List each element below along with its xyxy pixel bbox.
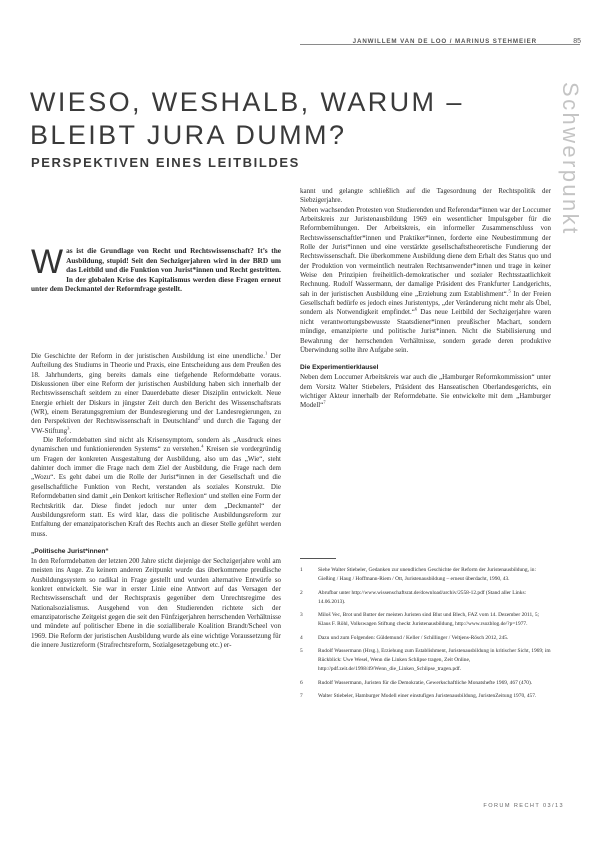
lead-paragraph <box>31 243 281 294</box>
body-paragraph: In den Reformdebatten der letzten 200 Jahre sticht diejenige der Sechzigerjahre wohl am meisten ins Auge. Zu keinem anderen Zeitpunkt wurde das überkommene preußische Ausbildungssystem so radikal in Frage gestellt und wurden alternative Entwürfe so konkret entwickelt. Sie war in erster Linie eine Antwort auf das Versagen der Rechtswissenschaft und der Rechtspraxis gegenüber dem Unrechtsregime des Nationalsozialismus. Ausgehend von den Studierenden richtete sich der emanzipatorische Zeitgeist gegen die seit den Fünfzigerjahren herrschenden Verhältnisse und mündete auf politischer Ebene in die sozialliberale Koalition Brandt/Scheel von 1969. Die Reform der juristischen Ausbildung wurde als eine wichtige Voraussetzung für die innere Justizreform (Strafrechtsreform, Sozialgesetzgebung etc.) er- <box>31 556 281 649</box>
footnote-ref: 6 <box>414 307 418 313</box>
drop-cap: W <box>31 243 64 281</box>
footnote-ref: 4 <box>201 444 204 450</box>
right-column <box>300 187 551 411</box>
footnote: 2 Abrufbar unter http://www.wissenschaftsrat.de/download/archiv/2558-12.pdf (Stand aller Links: 14.06.2013). <box>300 589 527 605</box>
footnote: 6 Rudolf Wassermann, Juristen für die Demokratie, Gewerkschaftliche Monatshefte 1969, 467 (470). <box>300 679 533 686</box>
body-paragraph: kannt und gelangte schließlich auf die Tagesordnung der Rechtspolitik der Siebzigerjahre. <box>300 187 551 205</box>
footnote-ref: 1 <box>264 350 268 356</box>
page-number: 85 <box>573 38 581 45</box>
footnotes <box>300 566 551 706</box>
footnote-rule <box>300 558 336 559</box>
body-paragraph: Die Reformdebatten sind nicht als Krisensymptom, sondern als „Ausdruck eines dynamischen und funktionierenden Systems“ zu verstehen.$^4$ Kreisen sie vordergründig um Fragen der konkreten Ausgestaltung der Ausbildung, also um das „Wie“, steht dahinter doch immer die Frage nach dem Ziel der Ausbildung, die Frage nach dem „Wozu“. Es geht dabei um die Rolle der Jurist*innen in der Gesellschaft und die gesellschaftliche Funktion von Recht, verstanden als soziales Konstrukt. Die Reformdebatten sind damit „ein Denkort kritischer Reflexion“ und stellen eine Form der Rechtskritik dar. Diese findet jedoch nur unter dem „Deckmantel“ der Ausbildungsreform statt. Es wird klar, dass die politische Ausbildungsreform zur Entfaltung der emanzipatorischen Kraft des Rechts auch an dieser Stelle geführt werden muss. <box>31 436 282 538</box>
running-header-authors: JANWILLEM VAN DE LOO / MARINUS STEHMEIER <box>352 38 537 45</box>
body-paragraph: Neben wachsenden Protesten von Studierenden und Referendar*innen war der Loccumer Arbeitskreis zur Juristenausbildung 1969 ein wesentlicher Impulsgeber für die Reformbemühungen. Der Arbeitskreis, ein informeller Zusammenschluss von Rechtswissenschaftler*innen und Praktiker*innen, forderte eine Neubestimmung der Rolle der Jurist*innen und eine verstärkte gesellschaftstheoretische Fundierung der Rechtswissenschaft. Die überkommene Ausbildung diene dem Erhalt des Status quo und der Produktion von vermeintlich neutralen Rechtsanwender*innen und trage in keiner Weise den Prinzipien freiheitlich-demokratischer und sozialer Rechtsstaatlichkeit Rechnung. Rudolf Wassermann, der damalige Präsident des Frankfurter Landgerichts, sah in der juristischen Ausbildung eine „Erziehung zum Establishment“.$^5$ In der Freien Gesellschaft bedürfe es jedoch eines Juristentyps, „der Veränderung nicht mehr als Übel, sondern als Notwendigkeit empfindet.“$^6$ Das neue Leitbild der Sechzigerjahre waren nicht verantwortungsbewusste Staatsdiener*innen preußischer Machart, sondern mündige, emanzipierte und politische Jurist*innen. Nicht die Stabilisierung und Bewahrung der herrschenden Verhältnisse, sondern gerade deren produktive Überwindung sollte ihre Aufgabe sein. <box>300 205 552 354</box>
lead-text: as ist die Grundlage von Recht und Rechtswissenschaft? It’s the Ausbildung, stupid! Seit den Sechzigerjahren wird in der BRD um das Leitbild und die Funktion von Jurist*innen und Recht gestritten. In der globalen Krise des Kapitalismus werden diese Fragen erneut unter dem Deckmantel der Reformfrage gestellt. <box>31 246 281 293</box>
body-paragraph: Neben dem Loccumer Arbeitskreis war auch die „Hamburger Reformkommission“ unter dem Vorsitz Walter Stiebelers, Präsident des Hanseatischen Oberlandesgerichts, ein wichtiger Akteur innerhalb der Reformdebatte. Sie entwickelte mit dem „Hamburger Modell“$^7$ <box>300 373 551 410</box>
section-label: Schwerpunkt <box>558 82 583 236</box>
footnote: 3 Miloš Vec, Brot und Butter der meisten Juristen sind Blut und Blech, FAZ vom 14. Dezember 2011, 5; Klaus F. Röhl, Volkswagen Stiftung checkt Juristenausbildung, http://www.rsozblog.de/?p=1977. <box>300 612 540 628</box>
body-paragraph: Die Geschichte der Reform in der juristischen Ausbildung ist eine unendliche.$^1$ Der Aufteilung des Studiums in Theorie und Praxis, eine Entscheidung aus dem Preußen des 18. Jahrhunderts, ging bereits damals eine tiefgehende Reformdebatte voraus. Diskussionen über eine Reform der juristischen Ausbildung haben sich innerhalb der Rechtswissenschaft seitdem zu einer Dauerdebatte dieser Disziplin entwickelt. Neue Energie erhielt der Diskurs in jüngster Zeit durch den Bericht des Wissenschaftsrats (WR), einem Beratungsgremium der Bundesregierung und der Landesregierungen, zu den Perspektiven der Rechtswissenschaft in Deutschland$^2$ und durch die Tagung der VW-Stiftung$^3$. <box>31 350 281 435</box>
section-heading: „Politische Jurist*innen“ <box>31 547 109 555</box>
footnote: 1 Siehe Walter Stiebeler, Gedanken zur unendlichen Geschichte der Reform der Juristenausbildung, in: Gießing / Haug / Hoffmann-Riem / Ott, Juristenausbildung – erneut überdacht, 1990, 43. <box>300 567 536 583</box>
footnote: 5 Rudolf Wassermann (Hrsg.), Erziehung zum Establishment, Juristenausbildung in kritischer Sicht, 1969; im Rückblick: Uwe Wesel, Wenn die Linken Schlipse tragen, Zeit Online, http://pdf.zeit.de/1998/49/Wenn_die_Linken_Schlipse_tragen.pdf. <box>300 648 551 673</box>
section-heading: Die Experimentierklausel <box>300 364 379 372</box>
footnote: 7 Walter Stiebeler, Hamburger Modell einer einstufigen Juristenausbildung, JuristenZeitung 1970, 457. <box>300 693 537 700</box>
left-column <box>31 352 281 650</box>
article-subtitle: PERSPEKTIVEN EINES LEITBILDES <box>31 155 300 170</box>
footnote-ref: 5 <box>508 288 511 294</box>
footnote-ref: 3 <box>67 425 70 431</box>
footnote-ref: 2 <box>197 416 200 422</box>
page-footer: FORUM RECHT 03/13 <box>483 803 564 809</box>
article-title: WIESO, WESHALB, WARUM – BLEIBT JURA DUMM? <box>30 87 464 150</box>
footnote-ref: 7 <box>323 399 326 405</box>
footnote: 4 Dazu und zum Folgenden: Güldemund / Keller / Schillinger / Veltjens-Rösch 2012, 245. <box>300 634 509 641</box>
